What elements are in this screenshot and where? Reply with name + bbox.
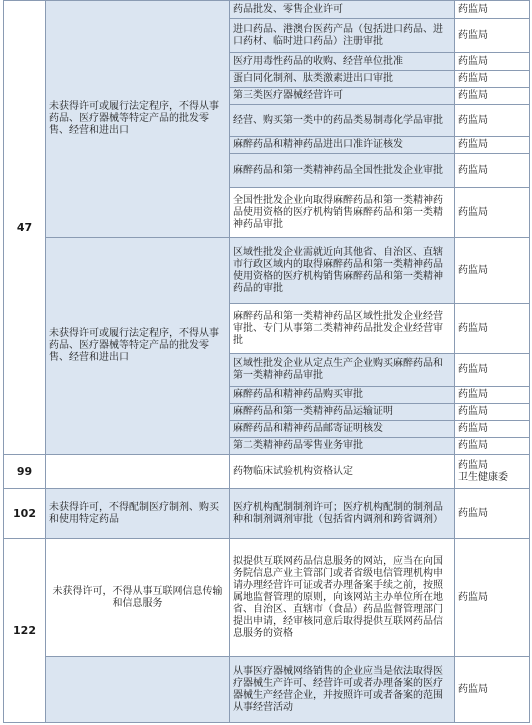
dept-47-8: 药监局 (455, 154, 530, 188)
condition-47-a: 未获得许可或履行法定程序，不得从事药品、医疗器械等特定产品的批发零售、经营和进出口 (46, 1, 230, 238)
item-47-10: 区域性批发企业需就近向其他省、自治区、直辖市行政区域内的取得麻醉药品和第一类精神药品使用资格的医疗机构销售麻醉药品和第一类精神药品的审批 (230, 238, 455, 304)
item-47-4: 蛋白同化制剂、肽类激素进出口审批 (230, 71, 455, 88)
dept-47-11: 药监局 (455, 304, 530, 354)
dept-47-6: 药监局 (455, 105, 530, 137)
condition-47-b: 未获得许可或履行法定程序，不得从事药品、医疗器械等特定产品的批发零售、经营和进出口 (46, 238, 230, 455)
condition-99 (46, 455, 230, 489)
dept-122-2: 药监局 (455, 657, 530, 723)
row-number-99: 99 (4, 455, 46, 489)
dept-47-5: 药监局 (455, 88, 530, 105)
dept-47-10: 药监局 (455, 238, 530, 304)
dept-47-12: 药监局 (455, 354, 530, 387)
condition-122: 未获得许可，不得从事互联网信息传输和信息服务 (46, 539, 230, 657)
dept-47-7: 药监局 (455, 137, 530, 154)
dept-47-15: 药监局 (455, 421, 530, 438)
dept-47-3: 药监局 (455, 53, 530, 71)
item-122-1: 拟提供互联网药品信息服务的网站，应当在向国务院信息产业主管部门或者省级电信管理机构申请办理经营许可证或者办理备案手续之前，按照属地监督管理的原则，向该网站主办单位所在地省、自治区、直辖市（食品）药品监督管理部门提出申请，经审核同意后取得提供互联网药品信息服务的资格 (230, 539, 455, 657)
dept-47-2: 药监局 (455, 19, 530, 53)
dept-47-1: 药监局 (455, 1, 530, 19)
item-47-11: 麻醉药品和第一类精神药品区域性批发企业经营审批、专门从事第二类精神药品批发企业经营审批 (230, 304, 455, 354)
item-47-13: 麻醉药品和精神药品购买审批 (230, 387, 455, 404)
item-99: 药物临床试验机构资格认定 (230, 455, 455, 489)
item-47-1: 药品批发、零售企业许可 (230, 1, 455, 19)
dept-47-16: 药监局 (455, 438, 530, 455)
item-47-9: 全国性批发企业向取得麻醉药品和第一类精神药品使用资格的医疗机构销售麻醉药品和第一类精神药品审批 (230, 188, 455, 238)
item-47-16: 第二类精神药品零售业务审批 (230, 438, 455, 455)
item-47-14: 麻醉药品和第一类精神药品运输证明 (230, 404, 455, 421)
row-number-122: 122 (4, 539, 46, 723)
dept-47-9: 药监局 (455, 188, 530, 238)
item-47-15: 麻醉药品和精神药品邮寄证明核发 (230, 421, 455, 438)
dept-99: 药监局 卫生健康委 (455, 455, 530, 489)
permit-table (3, 0, 530, 723)
condition-122-b (46, 657, 230, 723)
dept-47-14: 药监局 (455, 404, 530, 421)
item-47-2: 进口药品、港澳台医药产品（包括进口药品、进口药材、临时进口药品）注册审批 (230, 19, 455, 53)
item-47-12: 区域性批发企业从定点生产企业购买麻醉药品和第一类精神药品审批 (230, 354, 455, 387)
item-47-6: 经营、购买第一类中的药品类易制毒化学品审批 (230, 105, 455, 137)
item-102: 医疗机构配制制剂许可；医疗机构配制的制剂品种和制剂调剂审批（包括省内调剂和跨省调剂） (230, 489, 455, 539)
row-number-47: 47 (4, 1, 46, 455)
item-47-3: 医疗用毒性药品的收购、经营单位批准 (230, 53, 455, 71)
item-47-5: 第三类医疗器械经营许可 (230, 88, 455, 105)
item-47-8: 麻醉药品和第一类精神药品全国性批发企业审批 (230, 154, 455, 188)
dept-122-1: 药监局 (455, 539, 530, 657)
dept-102: 药监局 (455, 489, 530, 539)
item-122-2: 从事医疗器械网络销售的企业应当是依法取得医疗器械生产许可、经营许可或者办理备案的医疗器械生产经营企业，并按照许可或者备案的范围从事经营活动 (230, 657, 455, 723)
dept-47-13: 药监局 (455, 387, 530, 404)
item-47-7: 麻醉药品和精神药品进出口准许证核发 (230, 137, 455, 154)
dept-47-4: 药监局 (455, 71, 530, 88)
condition-102: 未获得许可，不得配制医疗制剂、购买和使用特定药品 (46, 489, 230, 539)
row-number-102: 102 (4, 489, 46, 539)
